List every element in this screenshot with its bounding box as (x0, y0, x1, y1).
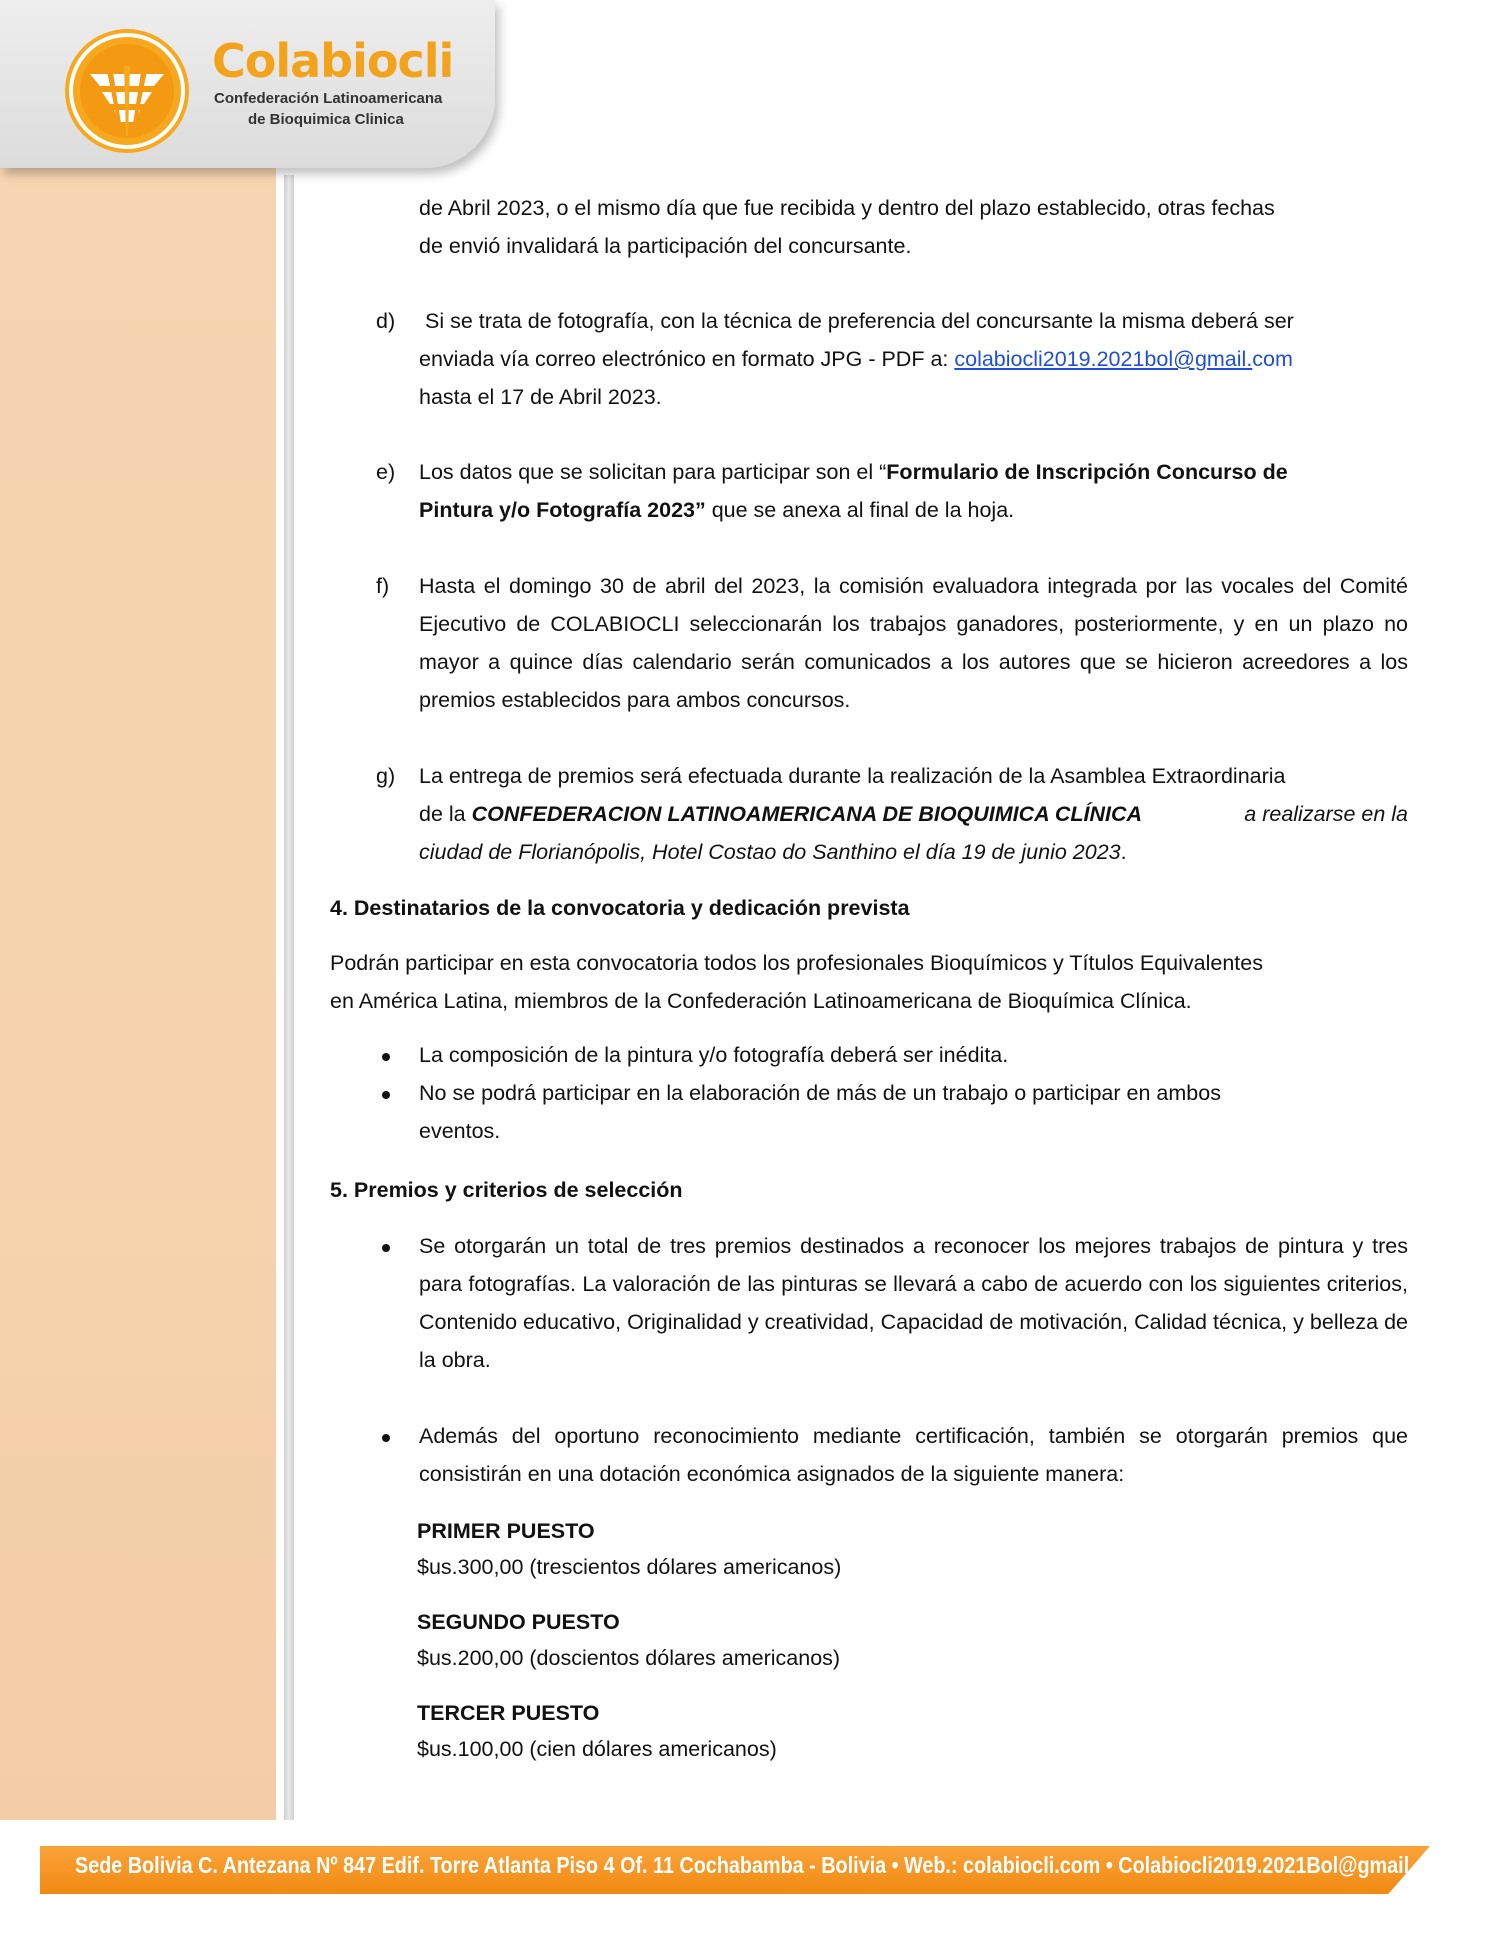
brand-name: Colabiocli (212, 34, 454, 88)
bullet-icon (382, 1053, 390, 1061)
section-4-title: 4. Destinatarios de la convocatoria y dedicación prevista (330, 896, 910, 920)
bullet-icon (382, 1244, 390, 1252)
brand-subtitle-line2: de Bioquimica Clinica (248, 111, 404, 128)
item-g-text: La entrega de premios será efectuada durante la realización de la Asamblea Extraordinaria de la CONFEDERACION LATINOAMERICANA DE BIOQUIMICA CLÍNICA a realizarse en la ciudad de Florianópolis, Hotel Costao do Santhino el día 19 de junio 2023. (419, 764, 1408, 864)
prize-second: SEGUNDO PUESTO $us.200,00 (doscientos dólares americanos) (417, 1610, 841, 1670)
item-f-marker: f) (376, 574, 390, 598)
section-5-bullet: Además del oportuno reconocimiento mediante certificación, también se otorgarán premios que consistirán en una dotación económica asignados de la siguiente manera: (419, 1424, 1408, 1486)
item-f-text: Hasta el domingo 30 de abril del 2023, la comisión evaluadora integrada por las vocales del Comité Ejecutivo de COLABIOCLI seleccionarán los trabajos ganadores, posteriormente, y en un plazo no mayor a quince días calendario serán comunicados a los autores que se hicieron acreedores a los premios establecidos para ambos concursos. (419, 574, 1408, 712)
item-d-text: Si se trata de fotografía, con la técnica de preferencia del concursante la misma deberá ser enviada vía correo electrónico en formato JPG - PDF a: colabiocli2019.2021bol@gmail.com hasta el 17 de Abril 2023. (419, 309, 1294, 409)
item-g-marker: g) (376, 764, 396, 788)
section-4-paragraph: Podrán participar en esta convocatoria todos los profesionales Bioquímicos y Títulos Equivalentes en América Latina, miembros de la Confederación Latinoamericana de Bioquímica Clínica. (330, 951, 1263, 1013)
section-5-bullet: Se otorgarán un total de tres premios destinados a reconocer los mejores trabajos de pintura y tres para fotografías. La valoración de las pinturas se llevará a cabo de acuerdo con los siguientes criterios, Contenido educativo, Originalidad y creatividad, Capacidad de motivación, Calidad técnica, y belleza de la obra. (419, 1234, 1408, 1372)
section-5-title: 5. Premios y criterios de selección (330, 1178, 683, 1202)
prize-third: TERCER PUESTO $us.100,00 (cien dólares americanos) (417, 1701, 777, 1761)
footer-contact-text: Sede Bolivia C. Antezana Nº 847 Edif. Torre Atlanta Piso 4 Of. 11 Cochabamba - Bolivia • Web.: colabiocli.com • Colabiocli2019.2021Bol@gmail.com (75, 1852, 1456, 1878)
email-link[interactable]: colabiocli2019.2021bol@gmail. (954, 347, 1253, 371)
brand-subtitle-line1: Confederación Latinoamericana (214, 90, 443, 107)
prize-first: PRIMER PUESTO $us.300,00 (trescientos dólares americanos) (417, 1519, 842, 1579)
item-d-marker: d) (376, 309, 396, 333)
item-e-marker: e) (376, 460, 396, 484)
section-4-bullet: La composición de la pintura y/o fotografía deberá ser inédita. (419, 1043, 1009, 1067)
item-e-text: Los datos que se solicitan para participar son el “Formulario de Inscripción Concurso de Pintura y/o Fotografía 2023” que se anexa al final de la hoja. (419, 460, 1288, 522)
section-4-bullet: No se podrá participar en la elaboración de más de un trabajo o participar en ambos eventos. (419, 1081, 1221, 1143)
item-c-continuation: de Abril 2023, o el mismo día que fue recibida y dentro del plazo establecido, otras fechas de envió invalidará la participación del concursante. (419, 196, 1275, 258)
bullet-icon (382, 1434, 390, 1442)
bullet-icon (382, 1091, 390, 1099)
